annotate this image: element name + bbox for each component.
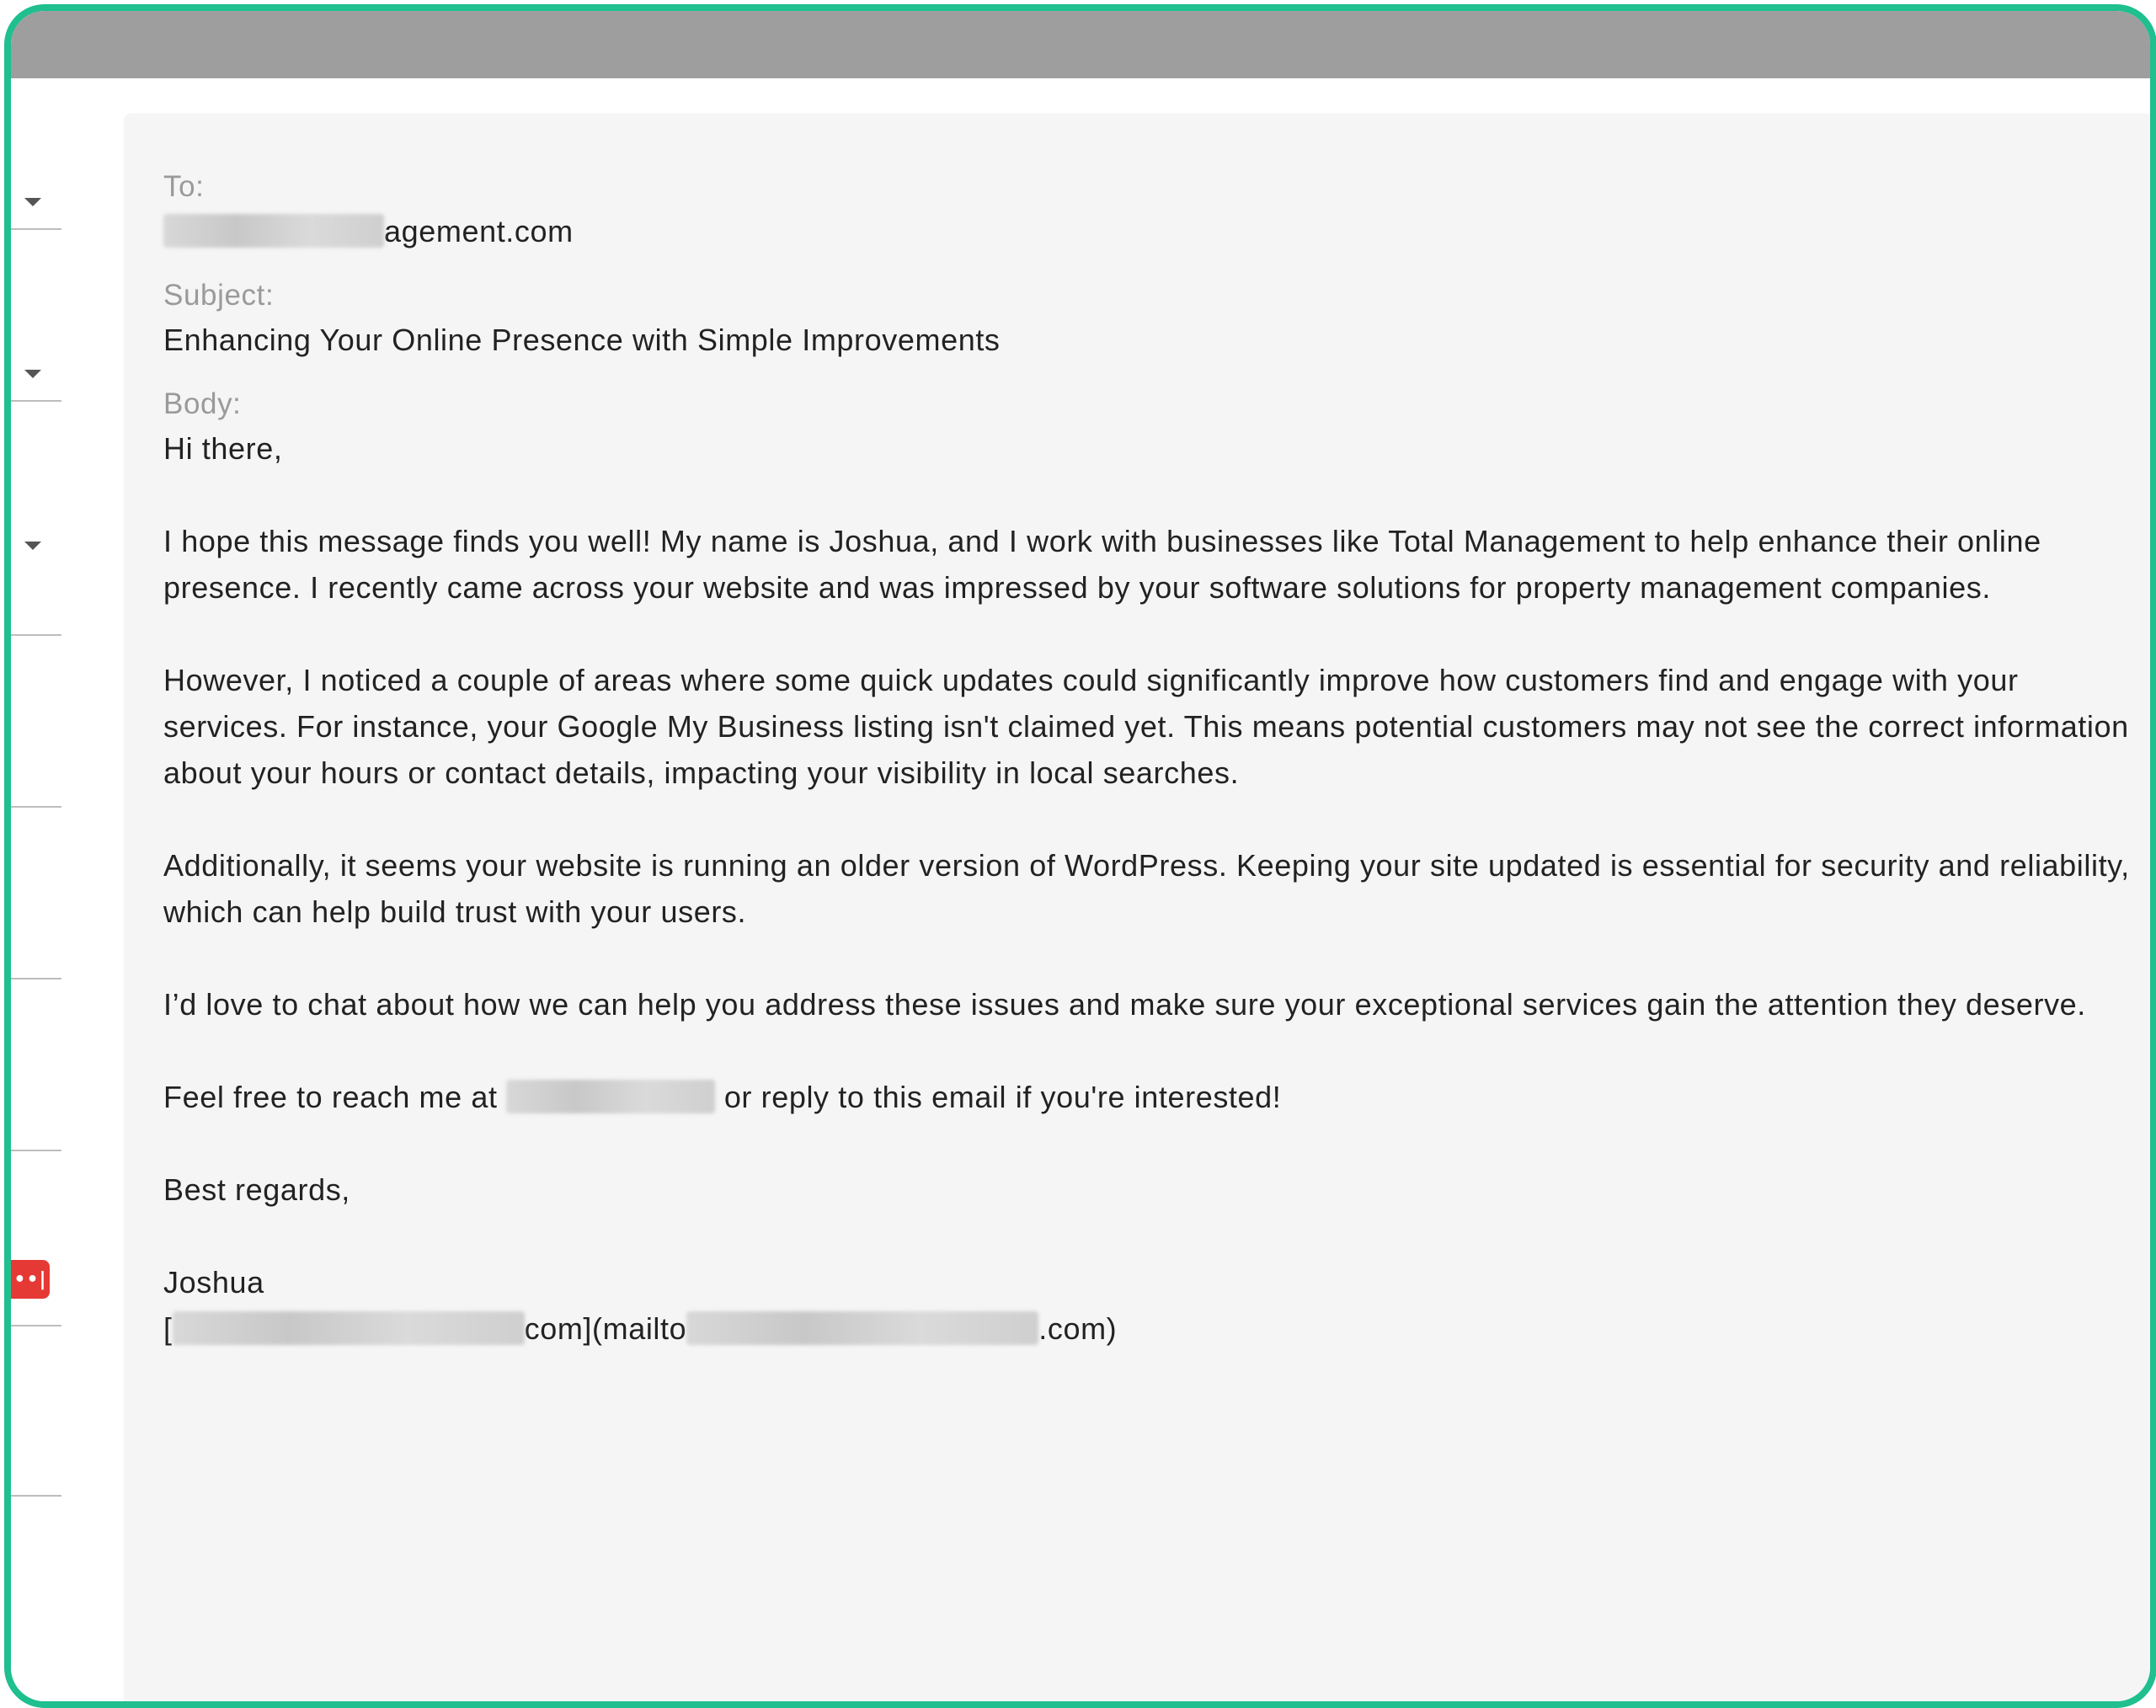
- email-preview-panel: [125, 114, 2150, 1701]
- redacted-text: [163, 214, 384, 248]
- body-paragraph: Additionally, it seems your website is running an older version of WordPress. Keeping your site updated is essential for security and reliability, which can help build trust with your users.: [163, 848, 2130, 929]
- rail-divider: [11, 806, 61, 808]
- rail-divider: [11, 1495, 61, 1497]
- contact-suffix: or reply to this email if you're interested!: [723, 1080, 1282, 1114]
- signature-suffix: .com): [1038, 1311, 1118, 1346]
- rail-divider: [11, 228, 61, 230]
- chevron-down-icon[interactable]: [24, 370, 41, 378]
- rail-divider: [11, 634, 61, 636]
- chevron-down-icon[interactable]: [24, 542, 41, 550]
- signoff: Best regards,: [163, 1172, 350, 1207]
- signature-mid: com](mailto: [524, 1311, 687, 1346]
- email-body: [163, 425, 2133, 1352]
- subject-label: Subject:: [163, 279, 275, 312]
- body-paragraph: However, I noticed a couple of areas where some quick updates could significantly improve how customers find and engage with your services. For instance, your Google My Business listing isn't claimed yet. This means potential customers may not see the correct information about your hours or contact details, impacting your visibility in local searches.: [163, 663, 2129, 790]
- app-frame: [4, 4, 2156, 1708]
- rail-divider: [11, 978, 61, 979]
- body-label: Body:: [163, 387, 242, 420]
- signature-name: Joshua: [163, 1265, 264, 1300]
- red-badge-icon[interactable]: ••|: [11, 1260, 50, 1299]
- greeting: Hi there,: [163, 431, 283, 466]
- rail-divider: [11, 400, 61, 402]
- contact-prefix: Feel free to reach me at: [163, 1080, 498, 1114]
- redacted-phone: [506, 1080, 715, 1113]
- subject-value: Enhancing Your Online Presence with Simple Improvements: [163, 323, 1001, 357]
- redacted-email: [173, 1311, 525, 1345]
- to-label: To:: [163, 170, 205, 203]
- body-paragraph: I’d love to chat about how we can help you address these issues and make sure your exceptional services gain the attention they deserve.: [163, 987, 2086, 1022]
- redacted-email: [686, 1311, 1038, 1345]
- contact-line: [163, 1074, 2133, 1120]
- to-value-text: agement.com: [384, 214, 574, 248]
- chevron-down-icon[interactable]: [24, 198, 41, 206]
- rail-divider: [11, 1325, 61, 1326]
- rail-divider: [11, 1150, 61, 1151]
- top-bar: [11, 11, 2150, 78]
- signature-bracket: [: [163, 1311, 173, 1346]
- left-rail: [11, 78, 120, 1701]
- email-content: [163, 166, 2133, 1352]
- body-paragraph: I hope this message finds you well! My name is Joshua, and I work with businesses like Total Management to help enhance their online presence. I recently came across your website and was impressed by your software solutions for property management companies.: [163, 524, 2041, 605]
- to-value: [163, 208, 2133, 254]
- signature-email-line: [163, 1305, 2133, 1352]
